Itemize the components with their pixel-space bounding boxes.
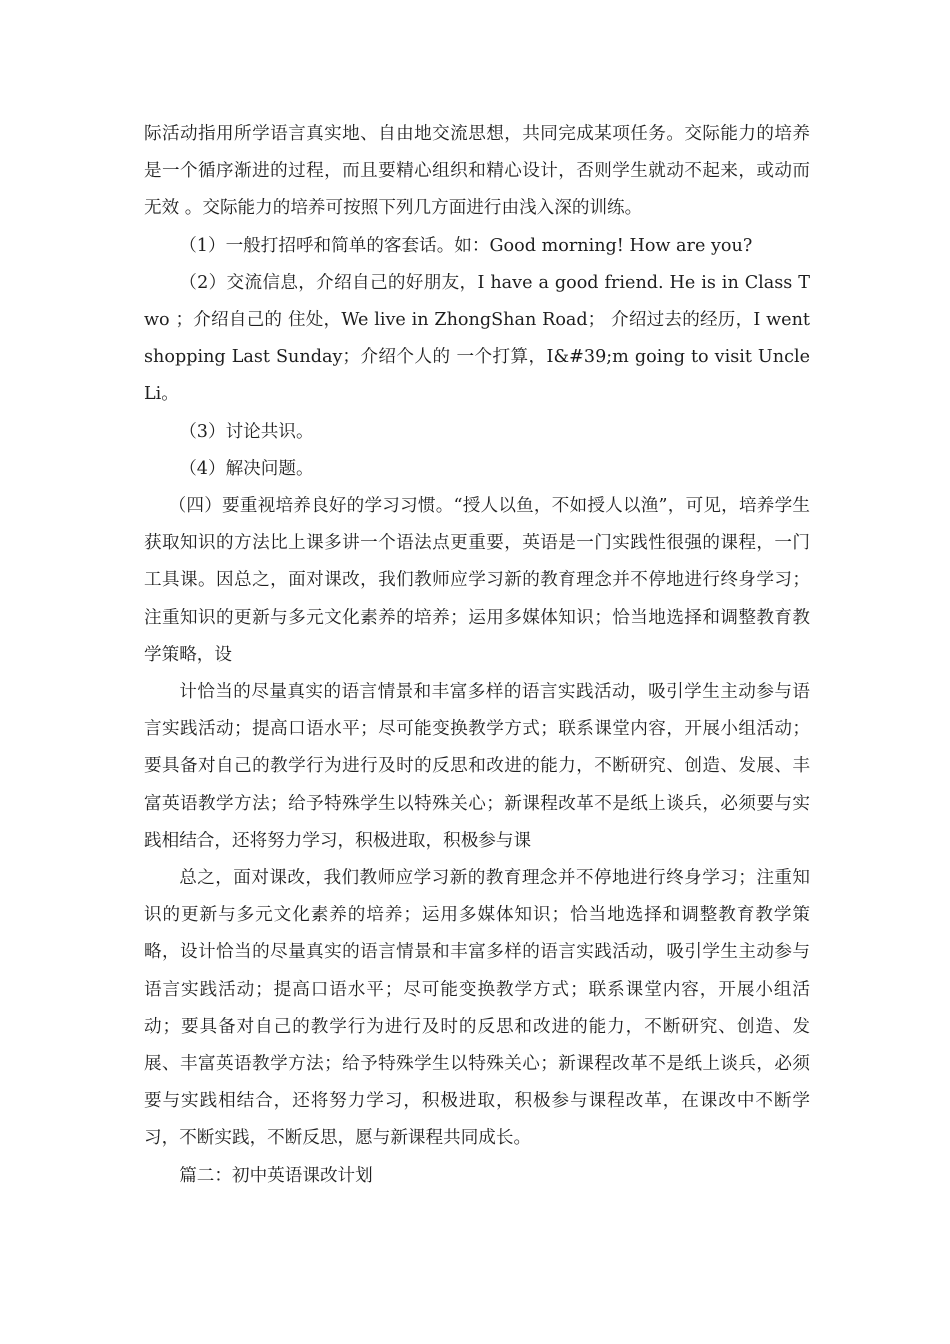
paragraph-greetings: （1）一般打招呼和简单的客套话。如：Good morning! How are you? [179,235,753,256]
paragraph-information-exchange: （2）交流信息，介绍自己的好朋友，I have a good friend. He is in Class Two ；介绍自己的 住处，We live in ZhongShan Road； 介绍过去的经历，I went shopping Last Sunday；介绍个人的 一个打算，I&#39;m going to visit Uncle Li。 [144,272,810,405]
paragraph-practice-activities: 计恰当的尽量真实的语言情景和丰富多样的语言实践活动，吸引学生主动参与语言实践活动；提高口语水平；尽可能变换教学方式；联系课堂内容，开展小组活动；要具备对自己的教学行为进行及时的反思和改进的能力，不断研究、创造、发展、丰富英语教学方法；给予特殊学生以特殊关心；新课程改革不是纸上谈兵，必须要与实践相结合，还将努力学习，积极进取，积极参与课 [144,682,810,851]
section-heading-plan-two: 篇二：初中英语课改计划 [179,1165,373,1186]
paragraph-communication-training: 际活动指用所学语言真实地、自由地交流思想，共同完成某项任务。交际能力的培养是一个循序渐进的过程，而且要精心组织和精心设计，否则学生就动不起来，或动而无效 。交际能力的培养可按照下列几方面进行由浅入深的训练。 [144,124,810,219]
paragraph-consensus: （3）讨论共识。 [179,421,314,442]
paragraph-learning-habits: （四）要重视培养良好的学习习惯。“授人以鱼，不如授人以渔”，可见，培养学生获取知识的方法比上课多讲一个语法点更重要，英语是一门实践性很强的课程，一门工具课。因总之，面对课改，我们教师应学习新的教育理念并不停地进行终身学习；注重知识的更新与多元文化素养的培养；运用多媒体知识；恰当地选择和调整教育教学策略，设 [144,496,810,665]
paragraph-problem-solving: （4）解决问题。 [179,458,314,479]
paragraph-summary: 总之，面对课改，我们教师应学习新的教育理念并不停地进行终身学习；注重知识的更新与多元文化素养的培养；运用多媒体知识；恰当地选择和调整教育教学策略，设计恰当的尽量真实的语言情景和丰富多样的语言实践活动，吸引学生主动参与语言实践活动；提高口语水平；尽可能变换教学方式；联系课堂内容，开展小组活动；要具备对自己的教学行为进行及时的反思和改进的能力，不断研究、创造、发展、丰富英语教学方法；给予特殊学生以特殊关心；新课程改革不是纸上谈兵，必须要与实践相结合，还将努力学习，积极进取，积极参与课程改革，在课改中不断学习，不断实践，不断反思，愿与新课程共同成长。 [144,868,810,1149]
document-body [144,116,810,1195]
